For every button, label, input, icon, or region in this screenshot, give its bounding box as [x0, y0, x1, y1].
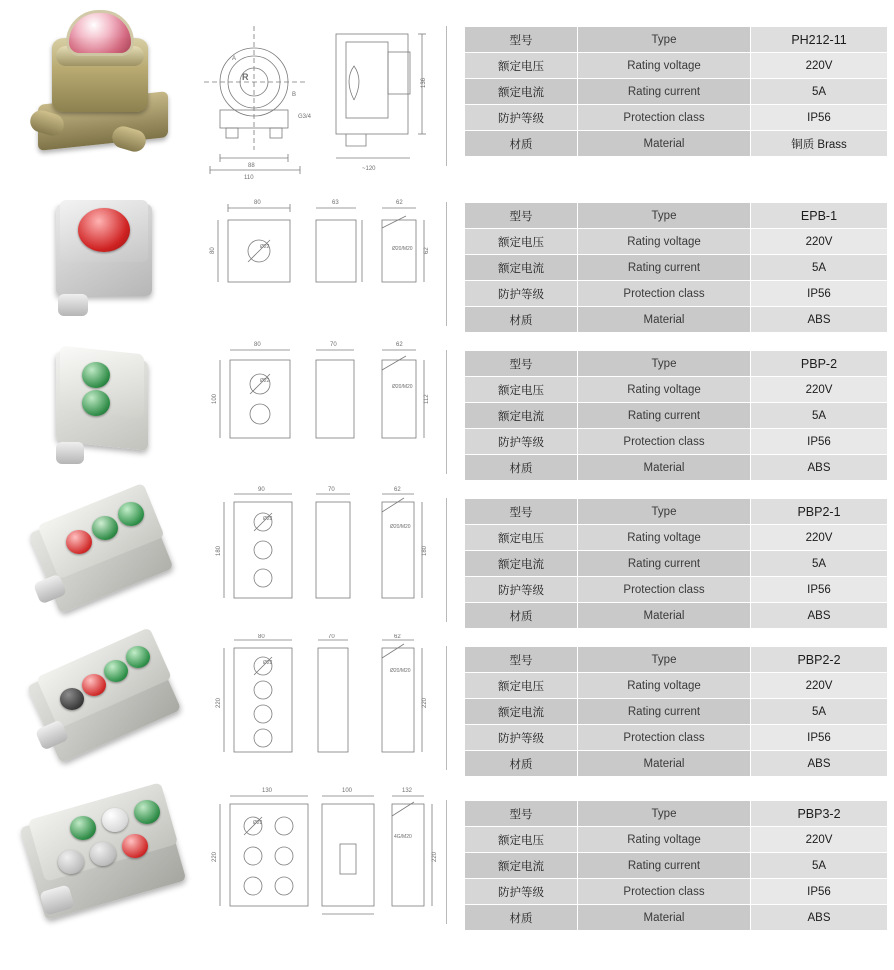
- label-en: Type: [578, 801, 751, 827]
- table-row: [465, 53, 888, 79]
- label-cn: 额定电压: [465, 525, 578, 551]
- svg-text:80: 80: [258, 634, 265, 640]
- table-row: [465, 429, 888, 455]
- epb1-dimension-drawing: [196, 190, 446, 338]
- spec-table-container: [446, 190, 894, 338]
- svg-text:62: 62: [394, 487, 401, 493]
- table-row: [465, 801, 888, 827]
- value-current: 5A: [751, 79, 888, 105]
- svg-text:Ø22: Ø22: [260, 244, 270, 250]
- label-cn: 额定电流: [465, 255, 578, 281]
- table-row: [465, 853, 888, 879]
- cable-gland: [56, 442, 84, 464]
- svg-text:70: 70: [328, 634, 335, 640]
- value-type: PBP-2: [751, 351, 888, 377]
- svg-text:136: 136: [421, 77, 427, 88]
- value-current: 5A: [751, 551, 888, 577]
- label-en: Rating current: [578, 403, 751, 429]
- svg-text:A: A: [232, 56, 237, 62]
- green-button-top-left: [70, 816, 96, 840]
- label-en: Rating current: [578, 551, 751, 577]
- label-cn: 额定电压: [465, 827, 578, 853]
- table-row: [465, 351, 888, 377]
- spec-table-container: [446, 338, 894, 486]
- spec-table-container: [446, 486, 894, 634]
- label-en: Rating current: [578, 255, 751, 281]
- svg-text:180: 180: [422, 545, 428, 556]
- table-row: [465, 751, 888, 777]
- table-row: [465, 499, 888, 525]
- grey-button-bottom-left: [58, 850, 84, 874]
- table-row: [465, 105, 888, 131]
- divider-line: [446, 800, 447, 924]
- white-button-top-middle: [102, 808, 128, 832]
- label-en: Material: [578, 455, 751, 481]
- label-en: Rating current: [578, 79, 751, 105]
- divider-line: [446, 646, 447, 770]
- value-voltage: 220V: [751, 673, 888, 699]
- svg-text:Ø22: Ø22: [263, 516, 273, 522]
- product-row: [0, 0, 894, 190]
- svg-text:62: 62: [394, 634, 401, 640]
- table-row: [465, 827, 888, 853]
- spec-table: [464, 202, 888, 333]
- svg-text:Ø22: Ø22: [260, 378, 270, 384]
- svg-text:Ø20/M20: Ø20/M20: [392, 384, 413, 390]
- label-en: Protection class: [578, 725, 751, 751]
- explosion-proof-warning-lamp-photo: [0, 0, 196, 190]
- label-en: Material: [578, 131, 751, 157]
- cable-gland: [58, 294, 88, 316]
- pbp2-2-dimension-drawing: [196, 634, 446, 782]
- label-cn: 防护等级: [465, 725, 578, 751]
- table-row: [465, 255, 888, 281]
- label-en: Rating voltage: [578, 673, 751, 699]
- value-protection: IP56: [751, 725, 888, 751]
- svg-text:220: 220: [216, 697, 222, 708]
- green-button-2: [104, 660, 128, 682]
- value-protection: IP56: [751, 879, 888, 905]
- svg-text:220: 220: [212, 851, 218, 862]
- spec-table: [464, 646, 888, 777]
- green-button-lower: [82, 390, 110, 416]
- table-row: [465, 699, 888, 725]
- value-voltage: 220V: [751, 377, 888, 403]
- table-row: [465, 603, 888, 629]
- value-material: ABS: [751, 603, 888, 629]
- table-row: [465, 879, 888, 905]
- spec-table: [464, 350, 888, 481]
- label-en: Protection class: [578, 105, 751, 131]
- divider-line: [446, 498, 447, 622]
- svg-text:220: 220: [422, 697, 428, 708]
- spec-table-container: [446, 782, 894, 942]
- divider-line: [446, 202, 447, 326]
- label-cn: 材质: [465, 603, 578, 629]
- svg-text:B: B: [292, 92, 297, 98]
- black-button-4: [60, 688, 84, 710]
- label-cn: 型号: [465, 27, 578, 53]
- label-cn: 材质: [465, 455, 578, 481]
- value-voltage: 220V: [751, 53, 888, 79]
- svg-text:100: 100: [212, 393, 218, 404]
- label-en: Rating voltage: [578, 827, 751, 853]
- value-protection: IP56: [751, 105, 888, 131]
- table-row: [465, 525, 888, 551]
- label-cn: 型号: [465, 647, 578, 673]
- table-row: [465, 725, 888, 751]
- label-cn: 材质: [465, 307, 578, 333]
- product-row: [0, 634, 894, 782]
- label-cn: 型号: [465, 801, 578, 827]
- product-row: [0, 782, 894, 942]
- label-cn: 额定电压: [465, 673, 578, 699]
- value-current: 5A: [751, 403, 888, 429]
- svg-text:80: 80: [254, 200, 261, 206]
- value-voltage: 220V: [751, 229, 888, 255]
- label-cn: 型号: [465, 203, 578, 229]
- spec-table-container: [446, 0, 894, 190]
- svg-text:Ø22: Ø22: [253, 820, 263, 826]
- label-cn: 防护等级: [465, 281, 578, 307]
- label-en: Type: [578, 351, 751, 377]
- label-en: Rating voltage: [578, 525, 751, 551]
- svg-text:80: 80: [254, 342, 261, 348]
- table-row: [465, 577, 888, 603]
- green-button-middle: [92, 516, 118, 540]
- value-type: PBP2-1: [751, 499, 888, 525]
- lamp-dimension-drawing: [196, 0, 446, 190]
- green-button-1: [126, 646, 150, 668]
- two-button-control-box-photo: [0, 338, 196, 486]
- label-cn: 材质: [465, 751, 578, 777]
- svg-text:70: 70: [330, 342, 337, 348]
- red-button-bottom-right: [122, 834, 148, 858]
- pbp2-1-dimension-drawing: [196, 486, 446, 634]
- svg-text:88: 88: [248, 163, 255, 169]
- label-en: Type: [578, 203, 751, 229]
- value-current: 5A: [751, 699, 888, 725]
- label-en: Rating voltage: [578, 229, 751, 255]
- label-cn: 额定电流: [465, 551, 578, 577]
- label-cn: 额定电流: [465, 403, 578, 429]
- pbp3-2-dimension-drawing: [196, 782, 446, 942]
- value-material: 铜质 Brass: [751, 131, 888, 157]
- spec-table: [464, 26, 888, 157]
- label-cn: 额定电压: [465, 377, 578, 403]
- svg-text:130: 130: [262, 788, 273, 794]
- label-cn: 防护等级: [465, 105, 578, 131]
- svg-text:Ø20/M20: Ø20/M20: [390, 524, 411, 530]
- table-row: [465, 307, 888, 333]
- value-type: PBP2-2: [751, 647, 888, 673]
- label-cn: 额定电压: [465, 229, 578, 255]
- label-cn: 额定电流: [465, 79, 578, 105]
- value-type: PBP3-2: [751, 801, 888, 827]
- label-cn: 防护等级: [465, 879, 578, 905]
- svg-text:110: 110: [244, 175, 254, 181]
- svg-text:Ø20/M20: Ø20/M20: [392, 246, 413, 252]
- svg-text:R: R: [242, 72, 249, 82]
- label-cn: 材质: [465, 131, 578, 157]
- svg-text:62: 62: [396, 342, 403, 348]
- single-indicator-button-box-photo: [0, 190, 196, 338]
- divider-line: [446, 350, 447, 474]
- value-material: ABS: [751, 307, 888, 333]
- table-row: [465, 647, 888, 673]
- table-row: [465, 281, 888, 307]
- svg-text:62: 62: [424, 247, 430, 254]
- label-cn: 型号: [465, 499, 578, 525]
- svg-text:90: 90: [258, 487, 265, 493]
- label-en: Type: [578, 27, 751, 53]
- label-en: Protection class: [578, 879, 751, 905]
- value-current: 5A: [751, 255, 888, 281]
- value-protection: IP56: [751, 281, 888, 307]
- divider-line: [446, 26, 447, 166]
- six-button-control-box-photo: [0, 782, 196, 942]
- svg-text:Ø22: Ø22: [263, 660, 273, 666]
- value-type: EPB-1: [751, 203, 888, 229]
- grey-button-bottom-middle: [90, 842, 116, 866]
- label-en: Material: [578, 603, 751, 629]
- svg-text:80: 80: [210, 247, 216, 254]
- table-row: [465, 377, 888, 403]
- label-cn: 型号: [465, 351, 578, 377]
- label-en: Protection class: [578, 577, 751, 603]
- value-material: ABS: [751, 751, 888, 777]
- table-row: [465, 27, 888, 53]
- value-material: ABS: [751, 905, 888, 931]
- three-button-control-box-photo: [0, 486, 196, 634]
- label-en: Rating current: [578, 853, 751, 879]
- label-cn: 防护等级: [465, 429, 578, 455]
- green-button-upper: [82, 362, 110, 388]
- label-en: Type: [578, 647, 751, 673]
- label-en: Material: [578, 307, 751, 333]
- value-type: PH212-11: [751, 27, 888, 53]
- table-row: [465, 905, 888, 931]
- spec-table-container: [446, 634, 894, 782]
- svg-text:100: 100: [342, 788, 353, 794]
- label-en: Protection class: [578, 281, 751, 307]
- spec-table: [464, 800, 888, 931]
- label-cn: 防护等级: [465, 577, 578, 603]
- svg-text:63: 63: [332, 200, 339, 206]
- svg-text:70: 70: [328, 487, 335, 493]
- table-row: [465, 455, 888, 481]
- value-protection: IP56: [751, 429, 888, 455]
- value-current: 5A: [751, 853, 888, 879]
- label-cn: 额定电流: [465, 699, 578, 725]
- table-row: [465, 551, 888, 577]
- svg-text:4G/M20: 4G/M20: [394, 834, 412, 840]
- svg-text:180: 180: [216, 545, 222, 556]
- red-button-bottom: [66, 530, 92, 554]
- label-cn: 材质: [465, 905, 578, 931]
- value-protection: IP56: [751, 577, 888, 603]
- lamp-red-dome: [66, 10, 134, 56]
- four-button-control-box-photo: [0, 634, 196, 782]
- label-en: Rating current: [578, 699, 751, 725]
- label-en: Type: [578, 499, 751, 525]
- green-button-top: [118, 502, 144, 526]
- spec-table: [464, 498, 888, 629]
- red-indicator-lamp: [78, 208, 130, 252]
- label-cn: 额定电压: [465, 53, 578, 79]
- value-voltage: 220V: [751, 827, 888, 853]
- green-button-top-right: [134, 800, 160, 824]
- svg-text:220: 220: [432, 851, 438, 862]
- value-voltage: 220V: [751, 525, 888, 551]
- table-row: [465, 203, 888, 229]
- svg-text:62: 62: [396, 200, 403, 206]
- svg-text:132: 132: [402, 788, 413, 794]
- svg-text:Ø20/M20: Ø20/M20: [390, 668, 411, 674]
- product-row: [0, 486, 894, 634]
- table-row: [465, 131, 888, 157]
- pbp2-dimension-drawing: [196, 338, 446, 486]
- product-row: [0, 190, 894, 338]
- label-en: Material: [578, 751, 751, 777]
- value-material: ABS: [751, 455, 888, 481]
- product-row: [0, 338, 894, 486]
- table-row: [465, 403, 888, 429]
- table-row: [465, 673, 888, 699]
- svg-text:~120: ~120: [362, 166, 376, 172]
- svg-text:G3/4: G3/4: [298, 114, 312, 120]
- label-en: Rating voltage: [578, 377, 751, 403]
- table-row: [465, 79, 888, 105]
- svg-text:112: 112: [424, 394, 430, 404]
- red-button-3: [82, 674, 106, 696]
- table-row: [465, 229, 888, 255]
- label-en: Material: [578, 905, 751, 931]
- label-en: Protection class: [578, 429, 751, 455]
- label-en: Rating voltage: [578, 53, 751, 79]
- label-cn: 额定电流: [465, 853, 578, 879]
